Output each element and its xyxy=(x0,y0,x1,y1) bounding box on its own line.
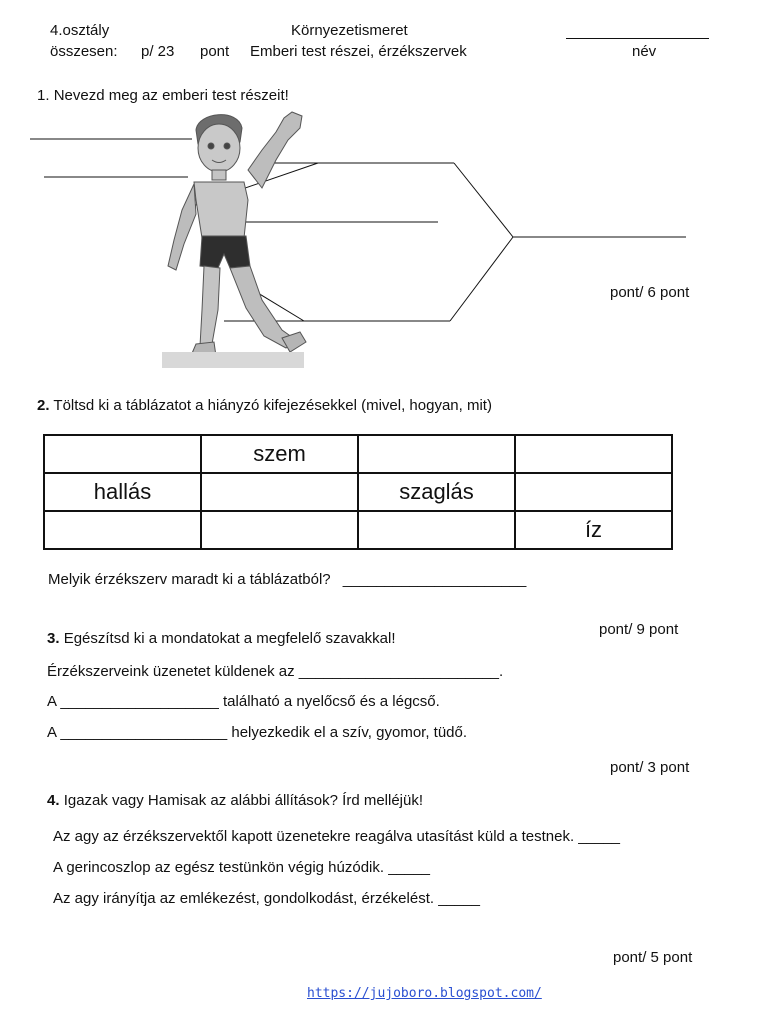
task4-number: 4. xyxy=(47,792,60,809)
senses-table xyxy=(43,434,673,550)
body-diagram xyxy=(0,0,768,400)
label-lines xyxy=(30,139,686,321)
table-cell[interactable]: hallás xyxy=(44,473,201,511)
footer-link[interactable]: https://jujoboro.blogspot.com/ xyxy=(307,986,542,1001)
table-row xyxy=(44,511,672,549)
name-label: név xyxy=(632,43,657,60)
table-cell[interactable] xyxy=(201,473,358,511)
task2-points: pont/ 9 pont xyxy=(599,621,679,638)
task3-sentence[interactable]: Érzékszerveink üzenetet küldenek az ________________________. xyxy=(47,663,504,680)
task4-statement[interactable]: A gerincoszlop az egész testünkön végig húzódik. _____ xyxy=(53,859,430,876)
task3-sentence[interactable]: A ___________________ található a nyelőcső és a légcső. xyxy=(47,693,440,710)
total-score: p/ 23 xyxy=(141,43,175,60)
table-cell[interactable]: szem xyxy=(201,435,358,473)
task4-statement[interactable]: Az agy irányítja az emlékezést, gondolkodást, érzékelést. _____ xyxy=(53,890,480,907)
table-cell[interactable]: íz xyxy=(515,511,672,549)
total-label: összesen: xyxy=(50,43,118,60)
task1-points: pont/ 6 pont xyxy=(610,284,690,301)
task3-text: Egészítsd ki a mondatokat a megfelelő szavakkal! xyxy=(63,630,396,647)
task4-statement[interactable]: Az agy az érzékszervektől kapott üzenetekre reagálva utasítást küld a testnek. _____ xyxy=(53,828,620,845)
topic-title: Emberi test részei, érzékszervek xyxy=(250,43,467,60)
task3-number: 3. xyxy=(47,630,60,647)
table-cell[interactable] xyxy=(515,473,672,511)
grade-label: 4.osztály xyxy=(50,22,110,39)
task4-text: Igazak vagy Hamisak az alábbi állítások? Írd melléjük! xyxy=(63,792,424,809)
task2-number: 2. xyxy=(37,397,50,414)
task2-title xyxy=(37,397,492,414)
table-cell[interactable] xyxy=(201,511,358,549)
subject-title: Környezetismeret xyxy=(291,22,408,39)
task3-points: pont/ 3 pont xyxy=(610,759,690,776)
table-cell[interactable]: szaglás xyxy=(358,473,515,511)
task2-answer-blank[interactable]: ______________________ xyxy=(342,571,527,588)
table-cell[interactable] xyxy=(44,435,201,473)
task2-text: Töltsd ki a táblázatot a hiányzó kifejezésekkel (mivel, hogyan, mit) xyxy=(53,397,492,414)
table-cell[interactable] xyxy=(44,511,201,549)
task2-question-text: Melyik érzékszerv maradt ki a táblázatból? xyxy=(48,571,331,588)
total-score-unit: pont xyxy=(200,43,230,60)
task4-title xyxy=(47,792,423,809)
task2-question xyxy=(48,571,526,588)
task1-text: Nevezd meg az emberi test részeit! xyxy=(53,87,289,104)
task3-sentence[interactable]: A ____________________ helyezkedik el a szív, gyomor, tüdő. xyxy=(47,724,468,741)
table-row xyxy=(44,435,672,473)
table-cell[interactable] xyxy=(515,435,672,473)
task4-points: pont/ 5 pont xyxy=(613,949,693,966)
table-row xyxy=(44,473,672,511)
task1-number: 1. xyxy=(37,87,50,104)
table-cell[interactable] xyxy=(358,435,515,473)
table-cell[interactable] xyxy=(358,511,515,549)
ground-shadow xyxy=(162,352,304,368)
task3-title xyxy=(47,630,396,647)
